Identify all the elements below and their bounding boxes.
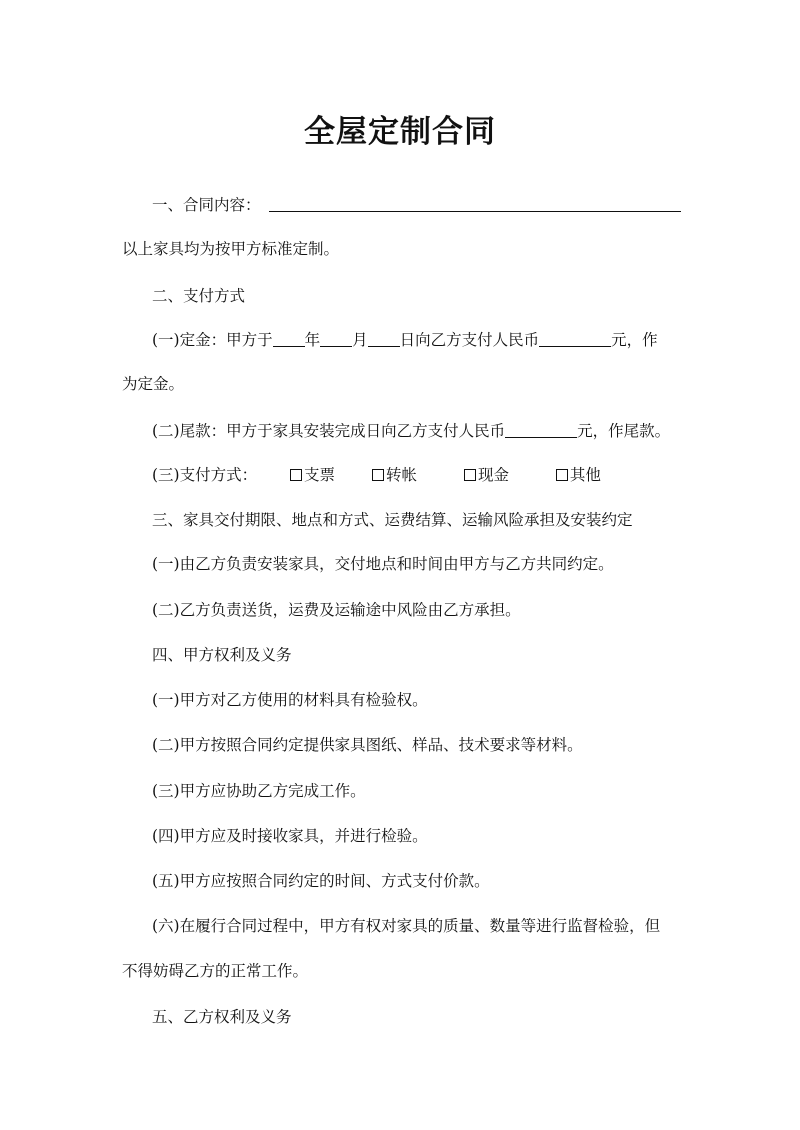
section-4-item-6-cont: 不得妨碍乙方的正常工作。 [122, 962, 309, 980]
section-4-item-2: (二)甲方按照合同约定提供家具图纸、样品、技术要求等材料。 [152, 736, 583, 754]
balance-amount-blank[interactable] [505, 421, 577, 438]
option-label: 其他 [569, 466, 601, 484]
document-title: 全屋定制合同 [304, 114, 496, 150]
section-3-item-2: (二)乙方负责送货，运费及运输途中风险由乙方承担。 [152, 601, 521, 619]
section-4-item-5: (五)甲方应按照合同约定的时间、方式支付价款。 [152, 872, 490, 890]
option-other[interactable] [556, 464, 601, 486]
payment-method-line [152, 464, 601, 486]
deposit-month-label: 月 [352, 331, 368, 349]
section-4-heading: 四、甲方权利及义务 [152, 646, 292, 664]
section-4-item-3: (三)甲方应协助乙方完成工作。 [152, 782, 366, 800]
balance-suffix: 元，作尾款。 [577, 422, 671, 440]
checkbox-icon[interactable] [290, 469, 302, 481]
deposit-prefix: (一)定金：甲方于 [152, 331, 273, 349]
section-4-item-4: (四)甲方应及时接收家具，并进行检验。 [152, 827, 428, 845]
option-cash[interactable] [464, 464, 509, 486]
option-label: 转帐 [386, 466, 418, 484]
deposit-year-blank[interactable] [273, 330, 305, 347]
section-2-heading: 二、支付方式 [152, 287, 246, 305]
deposit-year-label: 年 [304, 331, 321, 349]
contract-content-label: 一、合同内容： [152, 196, 261, 214]
deposit-clause [152, 329, 658, 351]
checkbox-icon[interactable] [464, 469, 476, 481]
deposit-day-text: 日向乙方支付人民币 [399, 331, 540, 349]
checkbox-icon[interactable] [556, 469, 568, 481]
section-4-item-6: (六)在履行合同过程中，甲方有权对家具的质量、数量等进行监督检验，但 [152, 917, 661, 935]
contract-content-note: 以上家具均为按甲方标准定制。 [122, 240, 340, 258]
checkbox-icon[interactable] [372, 469, 384, 481]
contract-content-blank[interactable] [269, 195, 681, 212]
section-3-heading: 三、家具交付期限、地点和方式、运费结算、运输风险承担及安装约定 [152, 511, 633, 529]
balance-prefix: (二)尾款：甲方于家具安装完成日向乙方支付人民币 [152, 422, 506, 440]
option-check[interactable] [290, 464, 335, 486]
section-4-item-1: (一)甲方对乙方使用的材料具有检验权。 [152, 691, 428, 709]
option-label: 支票 [304, 466, 336, 484]
deposit-suffix: 元，作 [611, 331, 658, 349]
contract-content-line [152, 194, 681, 216]
payment-method-label: (三)支付方式： [152, 466, 258, 484]
deposit-month-blank[interactable] [320, 330, 352, 347]
section-5-heading: 五、乙方权利及义务 [152, 1008, 292, 1026]
deposit-day-blank[interactable] [368, 330, 400, 347]
balance-clause [152, 420, 670, 442]
deposit-clause-cont: 为定金。 [122, 375, 185, 393]
option-label: 现金 [477, 466, 509, 484]
section-3-item-1: (一)由乙方负责安装家具，交付地点和时间由甲方与乙方共同约定。 [152, 555, 614, 573]
option-transfer[interactable] [372, 464, 417, 486]
deposit-amount-blank[interactable] [539, 330, 611, 347]
